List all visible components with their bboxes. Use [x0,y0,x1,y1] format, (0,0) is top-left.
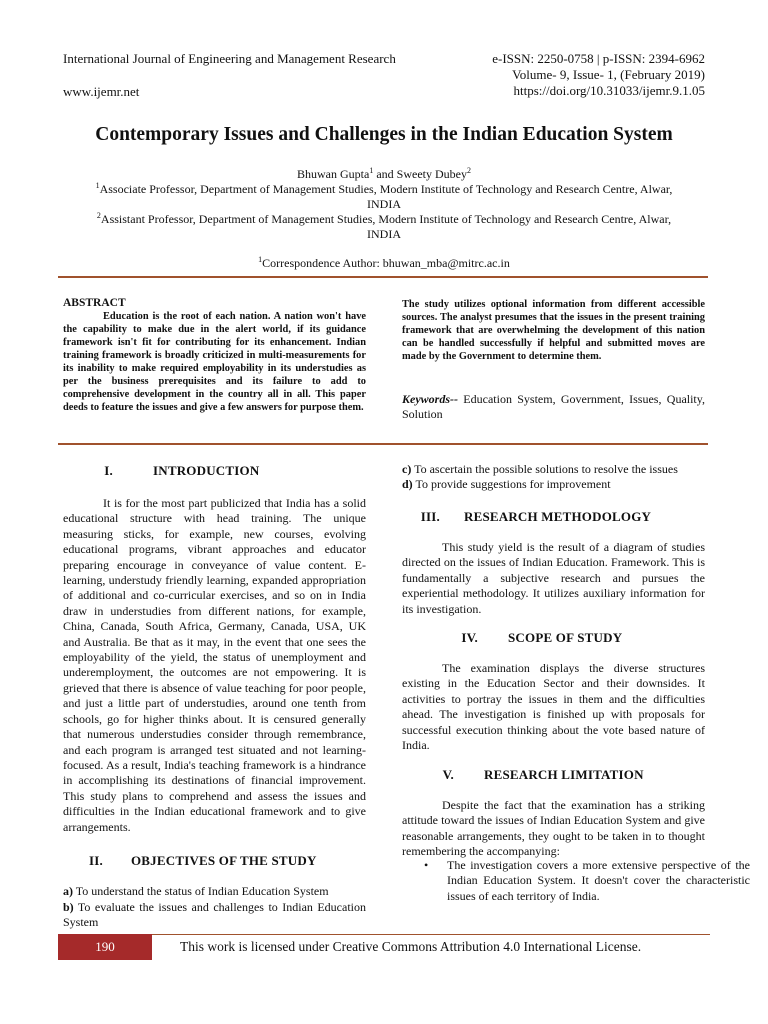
affiliation-1-text: Associate Professor, Department of Management Studies, Modern Institute of Technology and Research Centre, Alwar, [99,182,673,196]
section-introduction-heading [63,463,366,479]
objective-a-text: To understand the status of Indian Education System [73,884,329,898]
affiliation-1 [60,178,708,212]
authors-and: and Sweety Dubey [373,167,467,181]
affiliation-2-sup: 2 [96,211,101,220]
objective-d [402,477,705,492]
affiliation-2-country: INDIA [367,227,401,241]
keywords [402,392,705,423]
correspondence-sup: 1 [258,255,263,264]
correspondence-text: Correspondence Author: bhuwan_mba@mitrc.ac.in [262,256,510,270]
bullet-icon: • [424,858,429,872]
section-title: RESEARCH LIMITATION [484,767,644,782]
section-limitation-heading [402,767,705,783]
introduction-text: It is for the most part publicized that India has a solid educational structure with head training. The unique measuring sticks, for example, new courses, evolving educational programs, vibrant approaches and educator preparing encourage in conveyance of value content. E-learning, understudy friendly learning, expanded appropriation of additional and co-curricular exercises, and so on in India draw in understudies from different nations, for example, China, Canada, South Africa, Germany, Canada, USA, UK and Australia. Be that as it may, in the event that one sees the employability of the yield, the status of unemployment and underemployment, the outcomes are not empowering. It is grieved that there is absence of value teaching for poor people, and just a little part of understudies, around one tenth from schools, go for higher thinks about. It is censured generally that numerous understudies consider through remembrance, and each program is arranged test situated and not learning-focused. As a result, India's teaching framework is a hindrance in accomplishing its destinations of financial improvement. This study plans to comprehend and assess the issues and difficulties in the Indian educational framework and to give arrangements. [63,496,366,834]
abstract-divider [58,443,708,445]
objective-b-text: To evaluate the issues and challenges to Indian Education System [63,900,366,930]
section-methodology-heading [402,509,705,525]
affiliation-2-text: Assistant Professor, Department of Management Studies, Modern Institute of Technology and Research Centre, Alwar, [100,212,672,226]
section-title: INTRODUCTION [153,463,260,478]
journal-issn: e-ISSN: 2250-0758 | p-ISSN: 2394-6962 [492,51,705,66]
author-1: Bhuwan Gupta [297,167,370,181]
author-2-sup: 2 [466,166,471,175]
section-objectives-heading [63,853,366,869]
journal-website[interactable]: www.ijemr.net [63,84,140,99]
section-num: II. [89,853,103,868]
objective-b [63,900,366,931]
top-divider [58,276,708,278]
abstract-text-right: The study utilizes optional information from different accessible sources. The analyst presumes that the issues in the present training framework that are overwhelming the development of this nation can be handled successfully if helpful and submitted moves are made by the Government to determine them. [402,299,705,362]
correspondence [60,252,708,271]
objective-c-text: To ascertain the possible solutions to resolve the issues [411,462,678,476]
limitation-bullet-text: The investigation covers a more extensive perspective of the Indian Education System. It doesn't cover the characteristic issues of each territory of India. [447,858,750,903]
objective-a-label: a) [63,884,73,898]
keywords-text: Education System, Government, Issues, Quality, Solution [402,392,705,422]
section-title: SCOPE OF STUDY [508,630,623,645]
abstract-label: ABSTRACT [63,297,126,309]
methodology-text: This study yield is the result of a diagram of studies directed on the issues of Indian Education. Framework. This is fundamentally a subjective research and pursues the experiential methodology. It utilizes auxiliary information for its investigation. [402,540,705,616]
section-title: OBJECTIVES OF THE STUDY [131,853,317,868]
paper-title: Contemporary Issues and Challenges in the Indian Education System [95,124,673,145]
page-number: 190 [58,934,152,960]
limitation-bullet [402,858,750,904]
objective-b-label: b) [63,900,74,914]
objective-d-text: To provide suggestions for improvement [412,477,611,491]
affiliation-1-sup: 1 [95,181,100,190]
abstract-text-left: Education is the root of each nation. A nation won't have the capability to make due in the alert world, if its guidance framework isn't fit for contributing for its enhancement. Indian training framework is broadly criticized in multi-measurements for its inability to make required employability in its understudies as per the business prerequisites and its failure to add to comprehensive development in the country all in all. This paper deeds to feature the issues and give a few answers for purpose them. [63,311,366,413]
objective-c [402,462,705,477]
objective-a [63,884,366,899]
license-text[interactable]: This work is licensed under Creative Commons Attribution 4.0 International License. [180,939,642,954]
journal-volume: Volume- 9, Issue- 1, (February 2019) [512,67,705,82]
section-num: V. [442,767,454,782]
section-num: I. [104,463,113,478]
journal-name: International Journal of Engineering and Management Research [63,51,396,66]
keywords-label: Keywords-- [402,392,458,406]
affiliation-1-country: INDIA [367,197,401,211]
objective-d-label: d) [402,477,413,491]
author-1-sup: 1 [369,166,374,175]
footer-divider [58,934,710,935]
abstract-left [63,297,366,414]
journal-doi[interactable]: https://doi.org/10.31033/ijemr.9.1.05 [513,83,705,98]
section-num: IV. [461,630,478,645]
scope-text: The examination displays the diverse structures existing in the Education Sector and their downsides. It activities to portray the issues in them and the difficulties ahead. The investigation is finished up with proposals for successful execution thinking about the vote based nature of India. [402,661,705,753]
section-num: III. [420,509,440,524]
section-title: RESEARCH METHODOLOGY [464,509,652,524]
limitation-text: Despite the fact that the examination has a striking attitude toward the issues of Indian Education System and give reasonable arrangements, they ought to be taken in to thought remembering the accompanying: [402,798,705,859]
objective-c-label: c) [402,462,412,476]
affiliation-2 [60,208,708,242]
section-scope-heading [402,630,705,646]
